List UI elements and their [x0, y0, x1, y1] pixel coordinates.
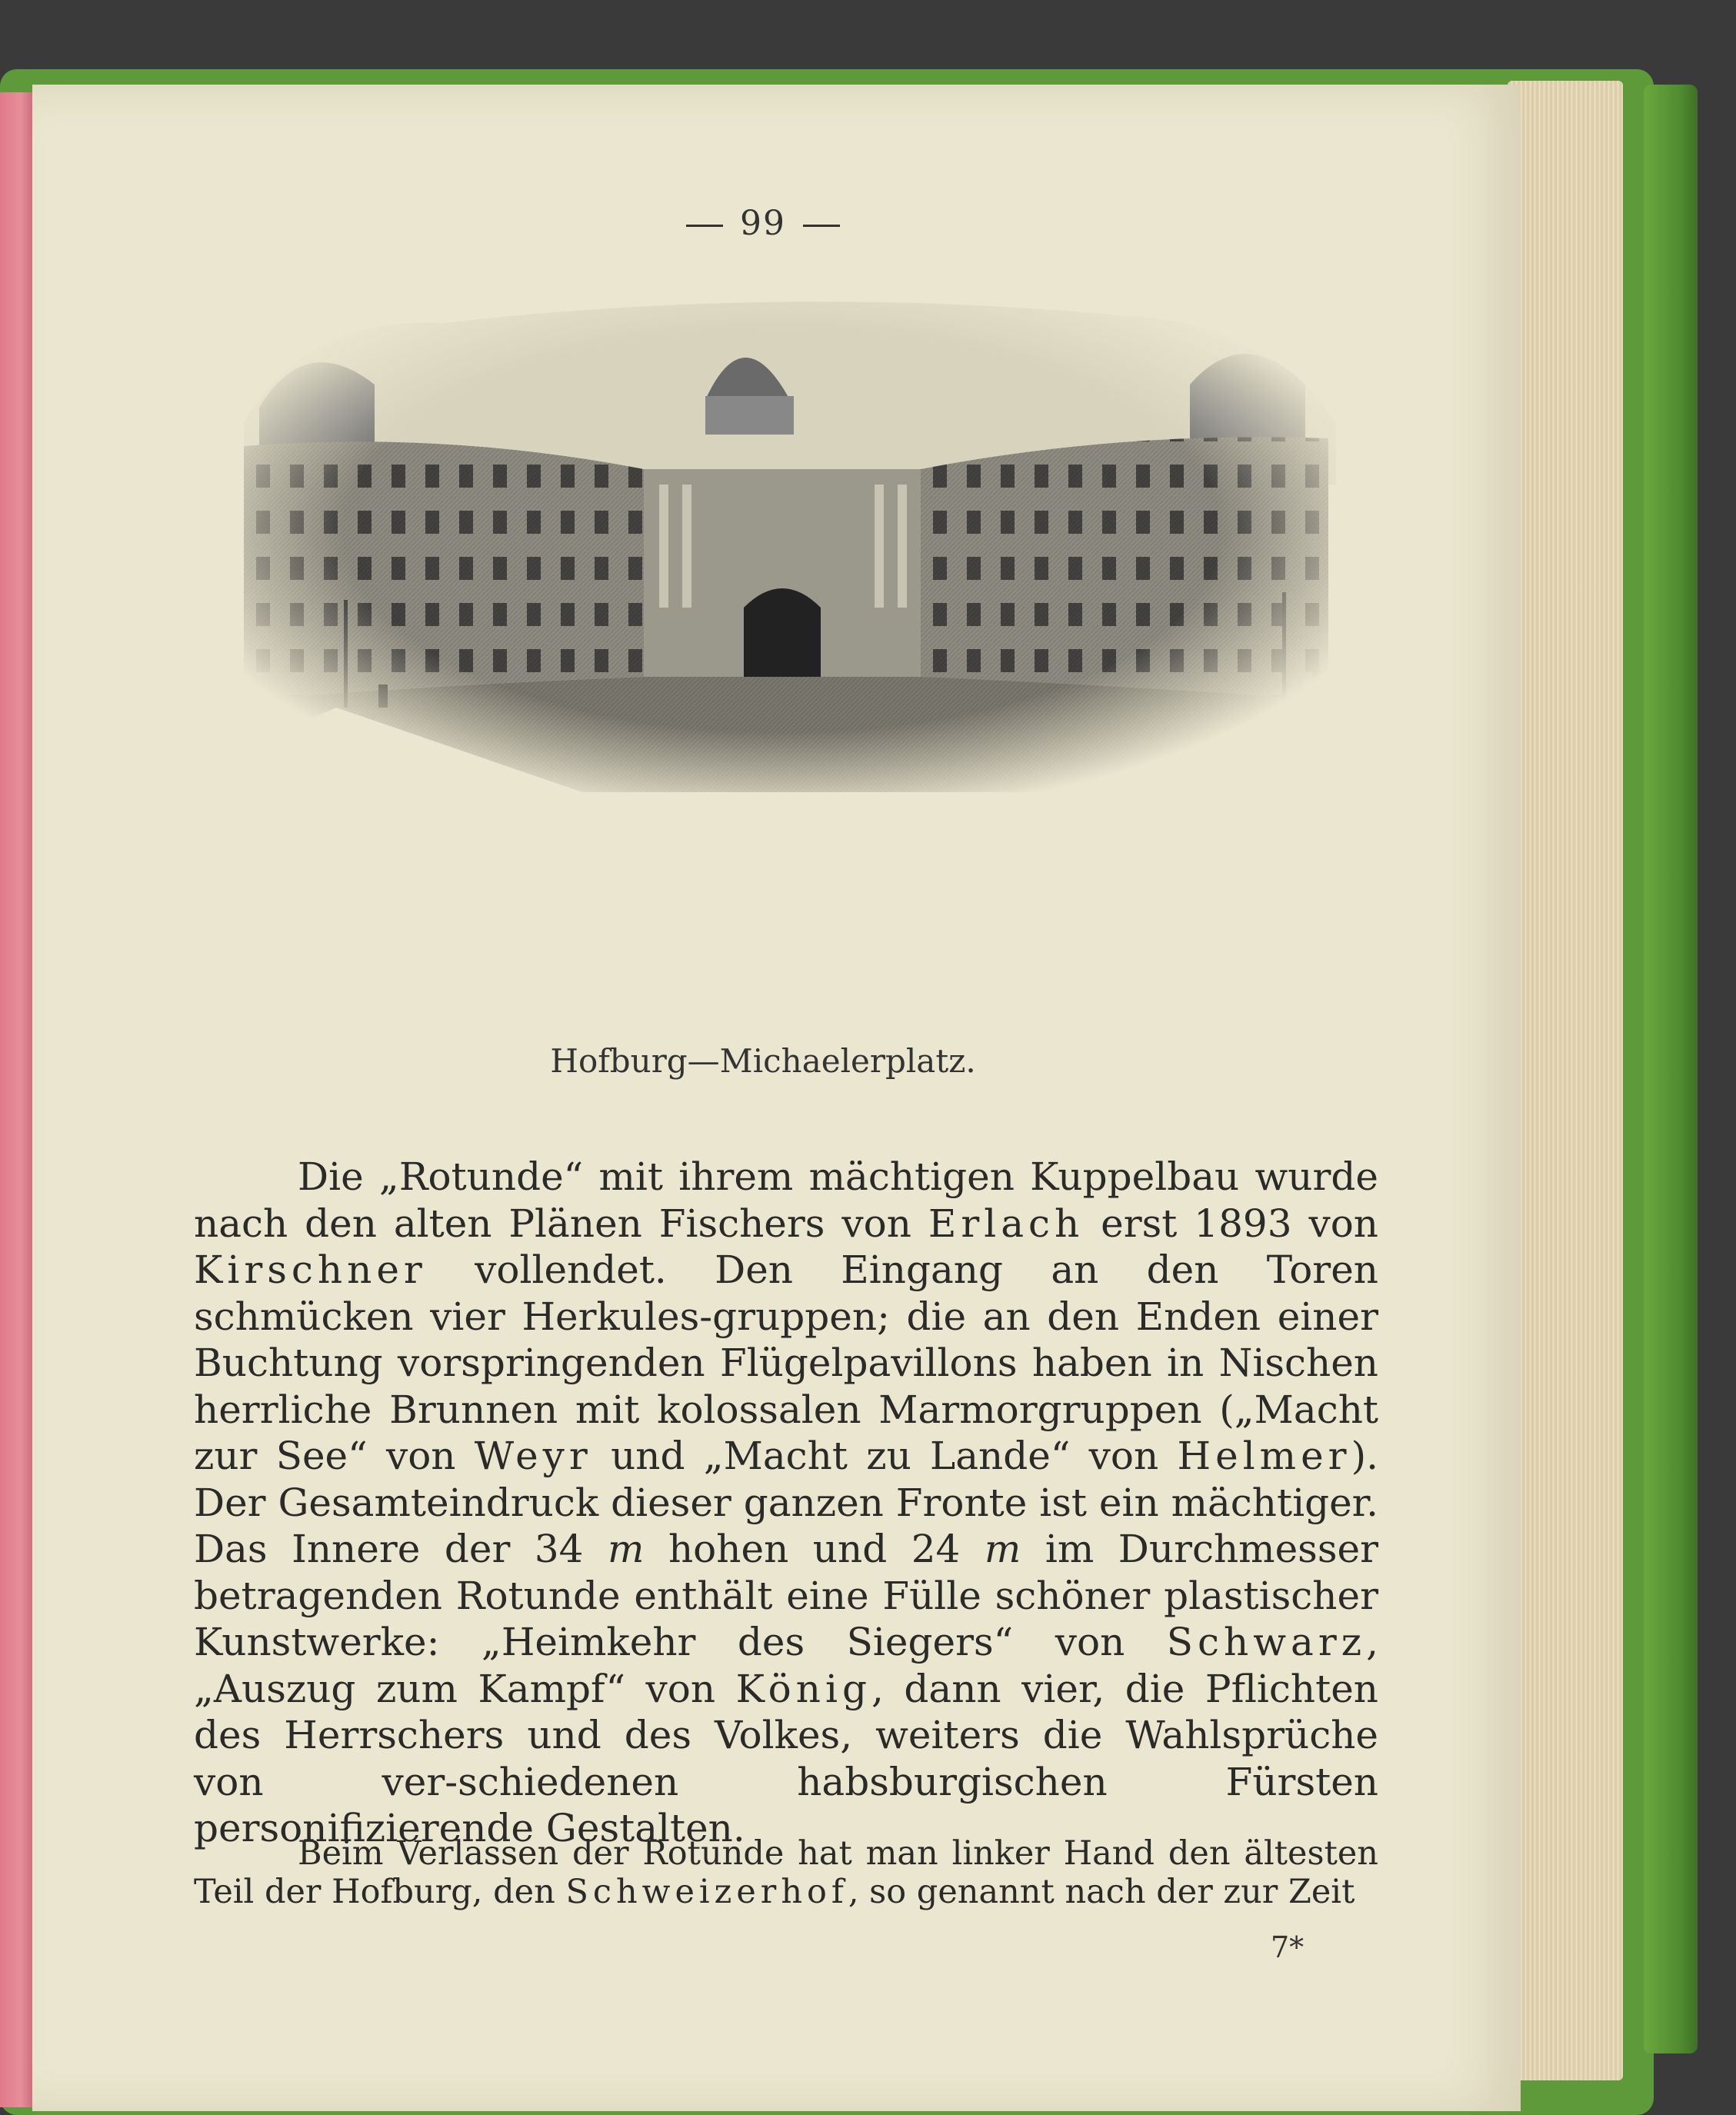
page-number — [148, 204, 1378, 243]
figure-caption: Hofburg—Michaelerplatz. — [550, 1042, 976, 1080]
p1-unit-m-1: m — [608, 1527, 645, 1571]
p1-name-helmer: Helmer — [1177, 1434, 1351, 1478]
p1-name-erlach: Erlach — [928, 1201, 1085, 1246]
page-stack-edge — [1508, 81, 1623, 2080]
p1-name-kirschner: Kirschner — [194, 1247, 427, 1292]
p2-seg-a: Beim Verlassen der Rotunde hat man linker Hand den ältesten Teil der Hofburg, den — [194, 1834, 1378, 1911]
endpaper-edge — [0, 92, 35, 2107]
dash-left — [686, 225, 723, 227]
hofburg-illustration — [213, 269, 1351, 792]
page-number-value: 99 — [740, 204, 786, 243]
p1-seg-0: Die „Rotunde“ mit ihrem mächtigen Kuppelbau wurde nach den alten Plänen Fischers von — [194, 1154, 1378, 1246]
p1-name-koenig: König — [735, 1666, 871, 1711]
hofburg-engraving — [213, 269, 1351, 792]
paragraph-1-text — [194, 1154, 1378, 1852]
p1-seg-4: vollendet. Den Eingang an den Toren schmücken vier Herkules-gruppen; die an den Enden einer Buchtung vorspringenden Flügelpavillons haben in Nischen herrliche Brunnen mit kolossalen Marmorgruppen („Macht zur See“ von — [194, 1247, 1378, 1478]
body-paragraph-2 — [194, 1834, 1378, 1911]
dash-right — [803, 225, 840, 227]
signature-mark: 7* — [1271, 1930, 1304, 1964]
book-spine-edge — [1644, 85, 1698, 2053]
p2-seg-c: , so genannt nach der zur Zeit — [848, 1873, 1355, 1911]
p1-seg-12: im Durchmesser betragenden Rotunde enthält eine Fülle schöner plastischer Kunstwerke: „Heimkehr des Siegers“ von — [194, 1527, 1378, 1664]
p1-seg-8: ). Der Gesamteindruck dieser ganzen Fronte ist ein mächtiger. Das Innere der 34 — [194, 1434, 1378, 1571]
p1-seg-16: , dann vier, die Pflichten des Herrschers und des Volkes, weiters die Wahlsprüche von ver-schiedenen habsburgischen Fürsten personifizierende Gestalten. — [194, 1666, 1378, 1850]
p1-seg-2: erst 1893 von — [1084, 1201, 1378, 1246]
p1-seg-14: , „Auszug zum Kampf“ von — [194, 1620, 1378, 1711]
paragraph-2-text — [194, 1834, 1378, 1911]
p1-name-schwarz: Schwarz — [1166, 1620, 1367, 1664]
p1-seg-10: hohen und 24 — [644, 1527, 985, 1571]
p1-unit-m-2: m — [984, 1527, 1021, 1571]
p1-seg-6: und „Macht zu Lande“ von — [591, 1434, 1178, 1478]
p2-name-schweizerhof: Schweizerhof — [565, 1873, 848, 1911]
body-paragraph-1 — [194, 1154, 1378, 1852]
book-page — [32, 85, 1521, 2111]
p1-name-weyr: Weyr — [474, 1434, 592, 1478]
